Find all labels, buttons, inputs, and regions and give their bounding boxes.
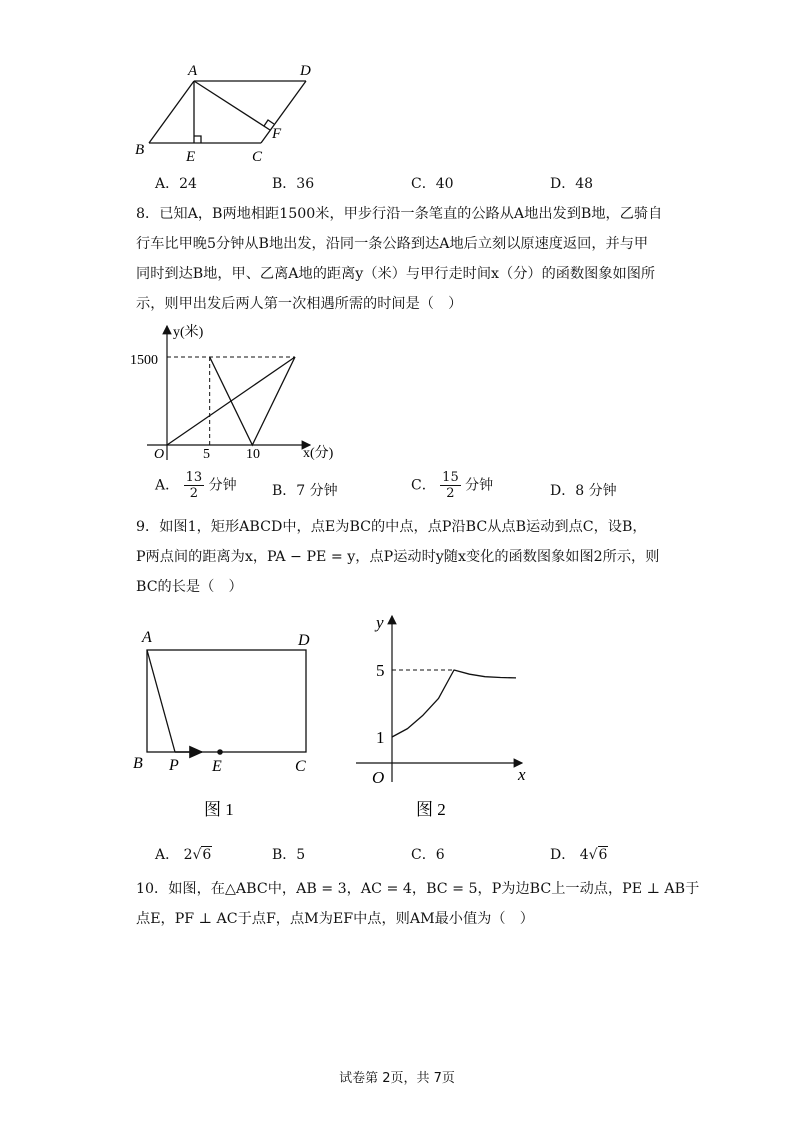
q8-y-axis-label: y(米) [173, 325, 204, 340]
q9-fig2-caption: 图 2 [416, 800, 446, 819]
q8-line: 行车比甲晚5分钟从B地出发，沿同一条公路到达A地后立刻以原速度返回，并与甲 [136, 236, 649, 252]
q7-label-c: C [252, 149, 263, 165]
q8-option-b[interactable]: B．7 分钟 [272, 483, 338, 499]
q9-question [136, 512, 676, 602]
q7-option-b[interactable]: B．36 [272, 176, 315, 192]
q7-label-e: E [186, 149, 196, 165]
q9-option-a-radical: 2√6 [183, 847, 212, 863]
q9-y-tick-1: 1 [376, 728, 385, 747]
q8-line: 8．已知A，B两地相距1500米，甲步行沿一条笔直的公路从A地出发到B地，乙骑自 [136, 206, 663, 222]
q7-label-f: F [272, 126, 282, 142]
q8-option-c-fraction: $\frac{15}{2}$ [442, 470, 459, 501]
q8-x-axis-label: x(分) [303, 446, 334, 461]
q10-question [136, 874, 700, 934]
q9-point-e [217, 749, 223, 755]
q9-fig1-caption: 图 1 [204, 800, 234, 819]
q9-option-d-radical: 4√6 [579, 847, 608, 863]
q7-option-d[interactable]: D．48 [550, 176, 594, 192]
q8-x-tick-10: 10 [246, 447, 260, 462]
q8-origin-label: O [154, 447, 165, 462]
q8-line: 同时到达B地，甲、乙离A地的距离y（米）与甲行走时间x（分）的函数图象如图所 [136, 266, 656, 282]
q9-curve [392, 670, 516, 737]
q8-distance-time-chart [125, 322, 355, 467]
q9-option-d[interactable]: D． 4√6 [550, 847, 608, 863]
q9-fig1-label-p: P [169, 757, 179, 774]
q9-fig1-label-b: B [133, 755, 143, 772]
q9-option-c[interactable]: C．6 [411, 847, 445, 863]
q8-series-line-2 [210, 357, 295, 445]
q7-option-a[interactable]: A．24 [155, 176, 197, 192]
q8-option-a-fraction: $\frac{13}{2}$ [185, 470, 203, 501]
q8-question [136, 199, 676, 319]
q9-fig1-label-e: E [212, 758, 222, 775]
q7-side-dc [261, 81, 306, 143]
q9-x-axis-label: x [518, 765, 526, 784]
q7-right-angle-e [194, 136, 201, 143]
q8-line: 示，则甲出发后两人第一次相遇所需的时间是（ ） [136, 296, 463, 312]
q9-line: 9．如图1，矩形ABCD中，点E为BC的中点，点P沿BC从点B运动到点C，设B， [136, 519, 647, 535]
q9-fig1-label-d: D [298, 632, 310, 649]
q9-figure-2-graph [350, 610, 540, 825]
q7-segment-af [194, 81, 270, 130]
q9-y-tick-5: 5 [376, 661, 385, 680]
q8-y-tick-1500: 1500 [130, 353, 158, 368]
q8-x-tick-5: 5 [203, 447, 210, 462]
q9-fig1-label-a: A [142, 629, 152, 646]
q10-line: 10．如图，在△ABC中，AB = 3，AC = 4，BC = 5，P为边BC上一动点，PE ⊥ AB于 [136, 881, 700, 897]
q9-line: BC的长是（ ） [136, 579, 243, 595]
q9-option-a[interactable]: A． 2√6 [155, 847, 212, 863]
q9-figure-1-rectangle [128, 625, 328, 825]
q7-side-ab [149, 81, 194, 143]
q9-y-axis-label: y [376, 613, 384, 632]
q9-origin-label: O [372, 768, 385, 787]
q7-label-b: B [135, 142, 145, 158]
q9-segment-pa [147, 650, 175, 752]
q9-fig1-label-c: C [295, 758, 306, 775]
q8-option-d[interactable]: D．8 分钟 [550, 483, 617, 499]
q7-parallelogram-figure [130, 58, 330, 168]
q10-line: 点E，PF ⊥ AC于点F，点M为EF中点，则AM最小值为（ ） [136, 911, 534, 927]
q7-label-d: D [300, 63, 311, 79]
q7-label-a: A [188, 63, 198, 79]
page-footer: 试卷第 2页，共 7页 [339, 1071, 455, 1086]
q9-option-b[interactable]: B．5 [272, 847, 306, 863]
q8-option-a[interactable]: A． $\frac{13}{2}$ 分钟 [155, 470, 237, 501]
q7-option-c[interactable]: C．40 [411, 176, 454, 192]
q8-option-c[interactable]: C． $\frac{15}{2}$ 分钟 [411, 470, 494, 501]
q9-line: P两点间的距离为x，PA − PE = y，点P运动时y随x变化的函数图象如图2所示，则 [136, 549, 660, 565]
